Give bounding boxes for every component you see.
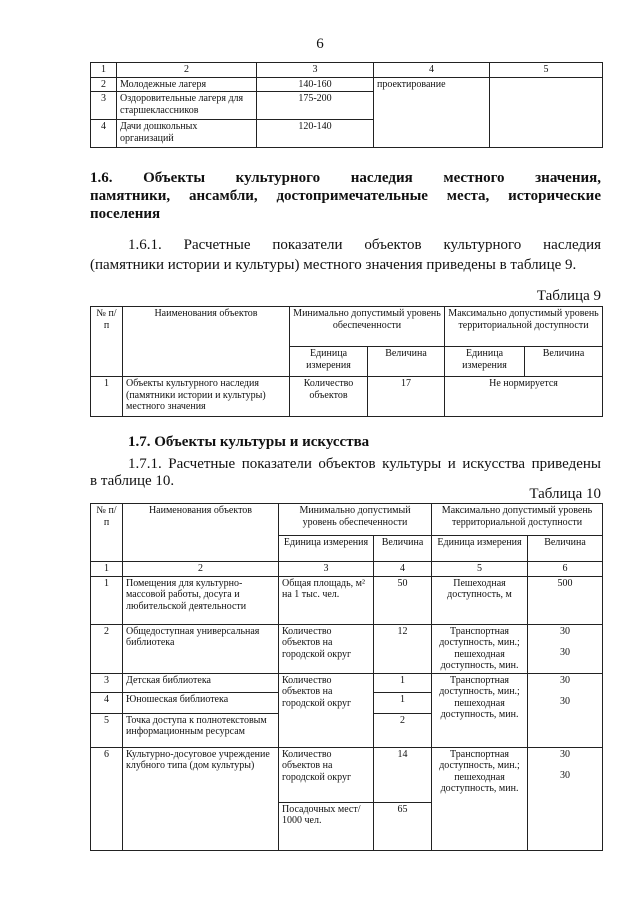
table-row	[91, 624, 603, 673]
row-unit-2: Транспортная доступность, мин.; пешеходная доступность, мин.	[432, 624, 528, 673]
header-num: № п/п	[91, 504, 123, 562]
header-min: Минимально допустимый уровень обеспеченности	[290, 307, 445, 347]
header-value-2: Величина	[528, 536, 603, 562]
table-row	[91, 307, 603, 347]
row-name: Детская библиотека	[123, 673, 279, 692]
row-number: 6	[91, 747, 123, 850]
row-value-2	[528, 624, 603, 673]
table-row	[91, 747, 603, 802]
row-name: Оздоровительные лагеря для старшеклассников	[117, 92, 257, 120]
table-row	[91, 77, 603, 92]
value-2b: 30	[560, 696, 571, 707]
row-value: 14	[374, 747, 432, 802]
table9-caption: Таблица 9	[536, 288, 601, 304]
row-value: 17	[368, 377, 445, 417]
row-value: 1	[374, 692, 432, 713]
row-unit: Количество объектов на городской округ	[279, 747, 374, 802]
header-value: Величина	[368, 347, 445, 377]
col-number: 6	[528, 562, 603, 577]
table-row	[91, 377, 603, 417]
row-name: Объекты культурного наследия (памятники истории и культуры) местного значения	[123, 377, 290, 417]
col5-empty	[490, 77, 603, 148]
row-value: 140-160	[257, 77, 374, 92]
header-name: Наименования объектов	[123, 504, 279, 562]
value-2b: 30	[560, 647, 571, 658]
row-number: 5	[91, 713, 123, 747]
header-num: № п/п	[91, 307, 123, 377]
row-unit-2: Транспортная доступность, мин.; пешеходная доступность, мин.	[432, 747, 528, 850]
row-name: Помещения для культурно-массовой работы, досуга и любительской деятельности	[123, 576, 279, 624]
table-9	[90, 306, 603, 417]
row-value: 12	[374, 624, 432, 673]
row-name: Юношеская библиотека	[123, 692, 279, 713]
value-2a: 30	[560, 625, 571, 637]
page-number: 6	[316, 36, 324, 52]
table-10	[90, 503, 603, 851]
row-unit: Количество объектов на городской округ	[279, 624, 374, 673]
row-unit-2: Транспортная доступность, мин.; пешеходная доступность, мин.	[432, 673, 528, 747]
row-name: Дачи дошкольных организаций	[117, 120, 257, 148]
col-number: 2	[123, 562, 279, 577]
row-number: 1	[91, 576, 123, 624]
row-value-2: 500	[528, 576, 603, 624]
header-unit-2: Единица измерения	[445, 347, 525, 377]
section-1-6-heading-line2: памятники, ансамбли, достопримечательные места, исторические	[90, 188, 601, 204]
header-value-2: Величина	[525, 347, 603, 377]
row-number: 1	[91, 377, 123, 417]
row-value-2	[528, 673, 603, 747]
row-value: 50	[374, 576, 432, 624]
table-row	[91, 576, 603, 624]
row-value: 175-200	[257, 92, 374, 120]
row-value: 1	[374, 673, 432, 692]
row-number: 4	[91, 692, 123, 713]
table-top	[90, 62, 603, 148]
table-row	[91, 562, 603, 577]
row-number: 3	[91, 92, 117, 120]
col-number: 3	[279, 562, 374, 577]
section-1-6-heading-line1: 1.6. Объекты культурного наследия местного значения,	[90, 170, 601, 186]
section-1-7-heading: 1.7. Объекты культуры и искусства	[128, 434, 370, 450]
value-2b: 30	[560, 770, 571, 781]
row-unit: Количество объектов	[290, 377, 368, 417]
section-1-7-para-line1: 1.7.1. Расчетные показатели объектов культуры и искусства приведены	[128, 456, 601, 472]
row-value-2	[528, 747, 603, 850]
row-name: Культурно-досуговое учреждение клубного типа (дом культуры)	[123, 747, 279, 850]
header-unit: Единица измерения	[279, 536, 374, 562]
row-number: 2	[91, 624, 123, 673]
row-unit: Общая площадь, м² на 1 тыс. чел.	[279, 576, 374, 624]
section-1-7-para-line2: в таблице 10.	[90, 473, 175, 489]
table-row	[91, 673, 603, 692]
section-1-6-para-line1: 1.6.1. Расчетные показатели объектов культурного наследия	[128, 237, 601, 253]
col4-text: проектирование	[374, 77, 490, 148]
row-number: 3	[91, 673, 123, 692]
col-number: 5	[490, 63, 603, 78]
section-1-6-heading-line3: поселения	[90, 206, 161, 222]
table-row	[91, 63, 603, 78]
col-number: 4	[374, 63, 490, 78]
header-unit-2: Единица измерения	[432, 536, 528, 562]
row-name: Общедоступная универсальная библиотека	[123, 624, 279, 673]
value-2a: 30	[560, 674, 571, 686]
table10-caption: Таблица 10	[529, 486, 601, 502]
table-row	[91, 504, 603, 536]
row-name: Точка доступа к полнотекстовым информационным ресурсам	[123, 713, 279, 747]
row-value: 65	[374, 802, 432, 850]
col-number: 4	[374, 562, 432, 577]
row-unit: Количество объектов на городской округ	[279, 673, 374, 747]
row-number: 2	[91, 77, 117, 92]
header-value: Величина	[374, 536, 432, 562]
header-max: Максимально допустимый уровень территориальной доступности	[445, 307, 603, 347]
col-number: 5	[432, 562, 528, 577]
row-unit: Посадочных мест/ 1000 чел.	[279, 802, 374, 850]
section-1-6-para-line2: (памятники истории и культуры) местного значения приведены в таблице 9.	[90, 257, 577, 273]
col-number: 1	[91, 562, 123, 577]
col-number: 2	[117, 63, 257, 78]
value-2a: 30	[560, 748, 571, 760]
row-max: Не нормируется	[445, 377, 603, 417]
header-name: Наименования объектов	[123, 307, 290, 377]
row-number: 4	[91, 120, 117, 148]
col-number: 1	[91, 63, 117, 78]
header-min: Минимально допустимый уровень обеспеченности	[279, 504, 432, 536]
header-unit: Единица измерения	[290, 347, 368, 377]
col-number: 3	[257, 63, 374, 78]
row-value: 120-140	[257, 120, 374, 148]
row-value: 2	[374, 713, 432, 747]
row-unit-2: Пешеходная доступность, м	[432, 576, 528, 624]
row-name: Молодежные лагеря	[117, 77, 257, 92]
header-max: Максимально допустимый уровень территориальной доступности	[432, 504, 603, 536]
